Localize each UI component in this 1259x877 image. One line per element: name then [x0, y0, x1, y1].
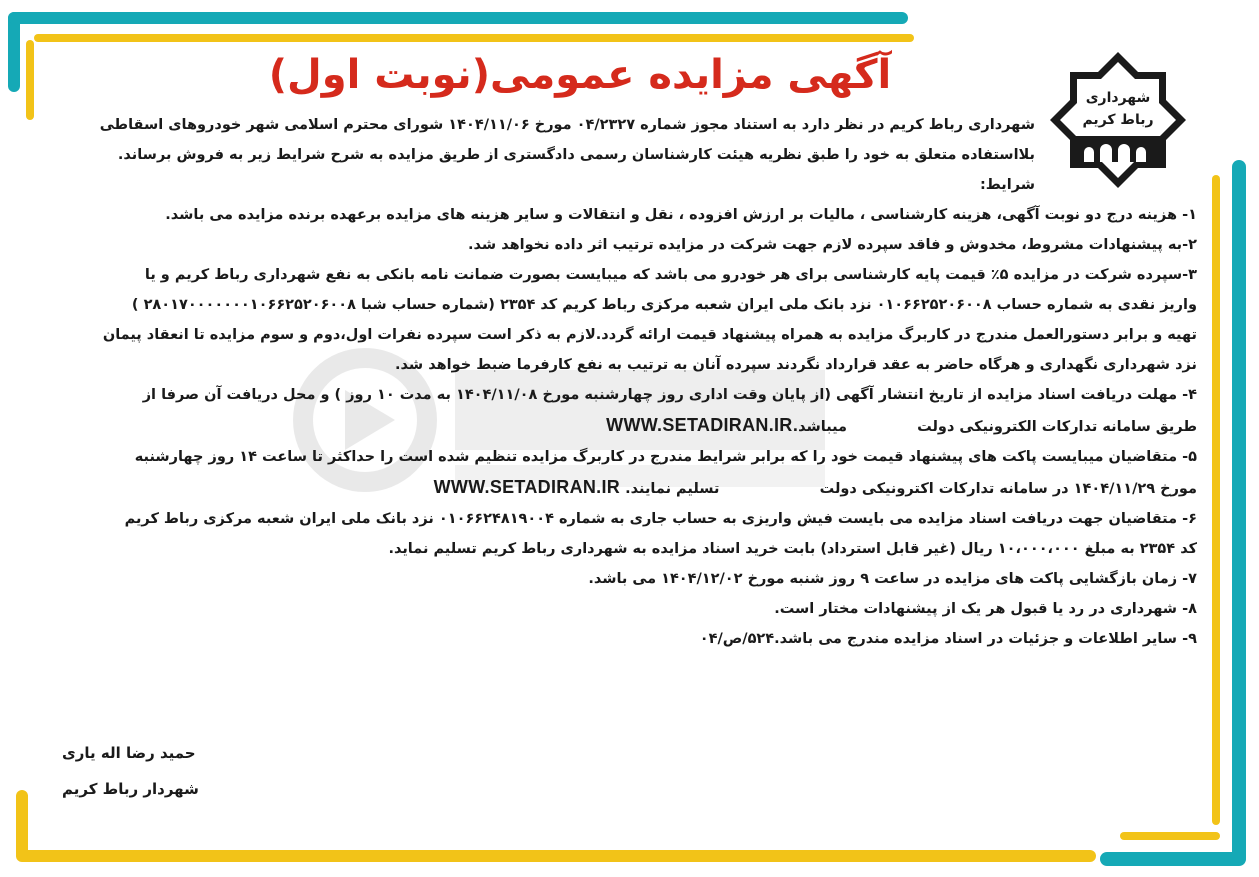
condition-5-line-2: [62, 472, 1197, 504]
logo-text-line1: شهرداری: [1085, 90, 1151, 106]
frame-yellow-bottom-right: [1120, 832, 1220, 840]
condition-5-line-1: ۵- متقاضیان میبایست پاکت های پیشنهاد قیمت خود را که برابر شرایط مندرج در کاربرگ مزایده تنظیم شده است را حداکثر تا ساعت ۱۴ روز چهارشنبه: [134, 449, 1197, 465]
condition-5-tail: تسلیم نمایند.: [625, 481, 720, 497]
condition-1: ۱- هزینه درج دو نوبت آگهی، هزینه کارشناسی ، مالیات بر ارزش افزوده ، نقل و انتقالات و سایر هزینه های مزایده برعهده برنده مزایده می باشد.: [165, 207, 1197, 223]
condition-9: ۹- سایر اطلاعات و جزئیات در اسناد مزایده مندرج می باشد.۵۲۴/ص/۰۴: [699, 631, 1197, 647]
condition-7: ۷- زمان بازگشایی پاکت های مزایده در ساعت ۹ روز شنبه مورخ ۱۴۰۴/۱۲/۰۲ می باشد.: [588, 571, 1197, 587]
conditions-label: شرایط:: [979, 177, 1035, 193]
intro-line-1: شهرداری رباط کریم در نظر دارد به استناد مجوز شماره ۰۴/۲۳۲۷ مورخ ۱۴۰۴/۱۱/۰۶ شورای محترم اسلامی شهر خودروهای اسقاطی: [99, 117, 1035, 133]
frame-yellow-right: [1212, 175, 1220, 825]
condition-4-line-2: [62, 410, 1197, 442]
condition-3-line-2: واریز نقدی به شماره حساب ۰۱۰۶۶۲۵۲۰۶۰۰۸ نزد بانک ملی ایران شعبه مرکزی رباط کریم کد ۲۳۵۴ (شماره حساب شبا ۲۸۰۱۷۰۰۰۰۰۰۰۱۰۶۶۲۵۲۰۶۰۰۸ ): [131, 297, 1197, 313]
signature-role: شهردار رباط کریم: [62, 780, 199, 798]
condition-3-line-4: نزد شهرداری نگهداری و هرگاه حاضر به عقد قرارداد نگردند سپرده آنان به ترتیب به نفع کارفرما ضبط خواهد شد.: [395, 357, 1197, 373]
condition-4-tail: میباشد.: [792, 419, 848, 435]
signature-block: [62, 735, 199, 807]
page-title: آگهی مزایده عمومی(نوبت اول): [268, 52, 892, 98]
intro-block: [60, 110, 1035, 200]
frame-teal-left: [8, 12, 20, 92]
condition-3-line-3: تهیه و برابر دستورالعمل مندرج در کاربرگ مزایده به همراه پیشنهاد قیمت ارائه گردد.لازم به ذکر است سپرده نفرات اول،دوم و سوم مزایده تا انعقاد پیمان: [102, 327, 1197, 343]
setadiran-link-1[interactable]: WWW.SETADIRAN.IR: [606, 415, 793, 435]
signature-name: حمید رضا اله یاری: [62, 744, 196, 762]
frame-teal-top: [8, 12, 908, 24]
frame-yellow-top: [34, 34, 914, 42]
condition-4-line-1: ۴- مهلت دریافت اسناد مزایده از تاریخ انتشار آگهی (از پایان وقت اداری روز چهارشنبه مورخ ۱۴۰۴/۱۱/۰۸ به مدت ۱۰ روز ) و محل دریافت آن صرفا از: [142, 387, 1197, 403]
setadiran-link-2[interactable]: WWW.SETADIRAN.IR: [433, 477, 621, 497]
intro-line-2: بلااستفاده متعلق به خود را طبق نظریه هیئت کارشناسان رسمی دادگستری از طریق مزایده به شرح شرایط زیر به فروش برساند.: [117, 147, 1035, 163]
condition-2: ۲-به پیشنهادات مشروط، مخدوش و فاقد سپرده لازم جهت شرکت در مزایده ترتیب اثر داده نخواهد شد.: [468, 237, 1197, 253]
municipality-logo: [1048, 50, 1188, 190]
condition-6-line-2: کد ۲۳۵۴ به مبلغ ۱۰،۰۰۰،۰۰۰ ریال (غیر قابل استرداد) بابت خرید اسناد مزایده به شهرداری رباط کریم تسلیم نماید.: [388, 541, 1197, 557]
condition-5-text: مورخ ۱۴۰۴/۱۱/۲۹ در سامانه تدارکات اکترونیکی دولت: [819, 481, 1197, 497]
condition-8: ۸- شهرداری در رد یا قبول هر یک از پیشنهادات مختار است.: [774, 601, 1197, 617]
frame-yellow-left: [26, 40, 34, 120]
condition-6-line-1: ۶- متقاضیان جهت دریافت اسناد مزایده می بایست فیش واریزی به حساب جاری به شماره ۰۱۰۶۶۲۴۸۱۹۰۰۴ نزد بانک ملی ایران شعبه مرکزی رباط کریم: [124, 511, 1197, 527]
frame-yellow-bottom: [16, 850, 1096, 862]
frame-teal-bottom: [1100, 852, 1246, 866]
logo-text-line2: رباط کریم: [1082, 112, 1154, 128]
condition-4-text: طریق سامانه تدارکات الکترونیکی دولت: [917, 419, 1197, 435]
frame-teal-right: [1232, 160, 1246, 865]
condition-3-line-1: ۳-سپرده شرکت در مزایده ۵٪ قیمت پایه کارشناسی برای هر خودرو می باشد که میبایست بصورت ضمانت نامه بانکی به نفع شهرداری رباط کریم و یا: [144, 267, 1197, 283]
frame-yellow-bottom-left: [16, 790, 28, 860]
conditions-list: [62, 200, 1197, 654]
